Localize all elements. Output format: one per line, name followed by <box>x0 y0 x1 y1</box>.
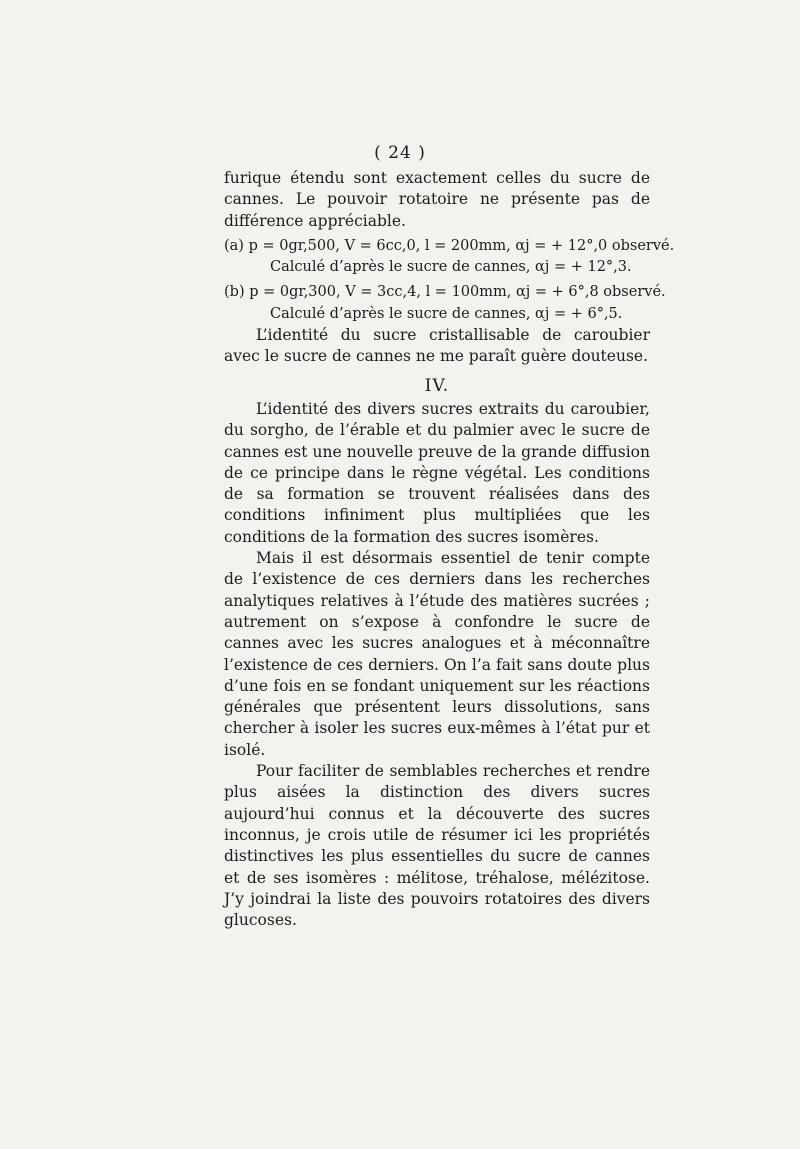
page-number: ( 24 ) <box>374 143 426 163</box>
paragraph-2: Mais il est désormais essentiel de tenir compte de l’existence de ces derniers dans les recherches analytiques relatives à l’étude des matières sucrées ; autrement on s’expose à confondre le sucre de cannes avec les sucres analogues et à méconnaître l’existence de ces derniers. On l’a fait sans doute plus d’une fois en se fondant uniquement sur les réactions générales que présentent leurs dissolutions, sans chercher à isoler les sucres eux-mêmes à l’état pur et isolé. <box>224 549 650 759</box>
formula-a-result: Calculé d’après le sucre de cannes, αj = + 12°,3. <box>270 259 632 276</box>
formula-b: (b) p = 0gr,300, V = 3cc,4, l = 100mm, αj = + 6°,8 observé. <box>224 284 666 301</box>
formula-a: (a) p = 0gr,500, V = 6cc,0, l = 200mm, αj = + 12°,0 observé. <box>224 237 675 254</box>
intro-paragraph: furique étendu sont exactement celles du sucre de cannes. Le pouvoir rotatoire ne présente pas de différence appréciable. <box>224 169 650 230</box>
body-text <box>224 168 675 931</box>
section-heading: IV. <box>424 375 450 396</box>
formula-b-result: Calculé d’après le sucre de cannes, αj = + 6°,5. <box>270 305 623 322</box>
paragraph-1: L’identité des divers sucres extraits du caroubier, du sorgho, de l’érable et du palmier avec le sucre de cannes est une nouvelle preuve de la grande diffusion de ce principe dans le règne végétal. Les conditions de sa formation se trouvent réalisées dans des conditions infiniment plus multipliées que les conditions de la formation des sucres isomères. <box>224 399 650 546</box>
paragraph-3: Pour faciliter de semblables recherches et rendre plus aisées la distinction des divers sucres aujourd’hui connus et la découverte des sucres inconnus, je crois utile de résumer ici les propriétés distinctives les plus essentielles du sucre de cannes et de ses isomères : mélitose, tréhalose, mélézitose. J’y joindrai la liste des pouvoirs rotatoires des divers glucoses. <box>224 762 650 930</box>
identity-paragraph: L’identité du sucre cristallisable de caroubier avec le sucre de cannes ne me paraît guère douteuse. <box>224 326 650 366</box>
